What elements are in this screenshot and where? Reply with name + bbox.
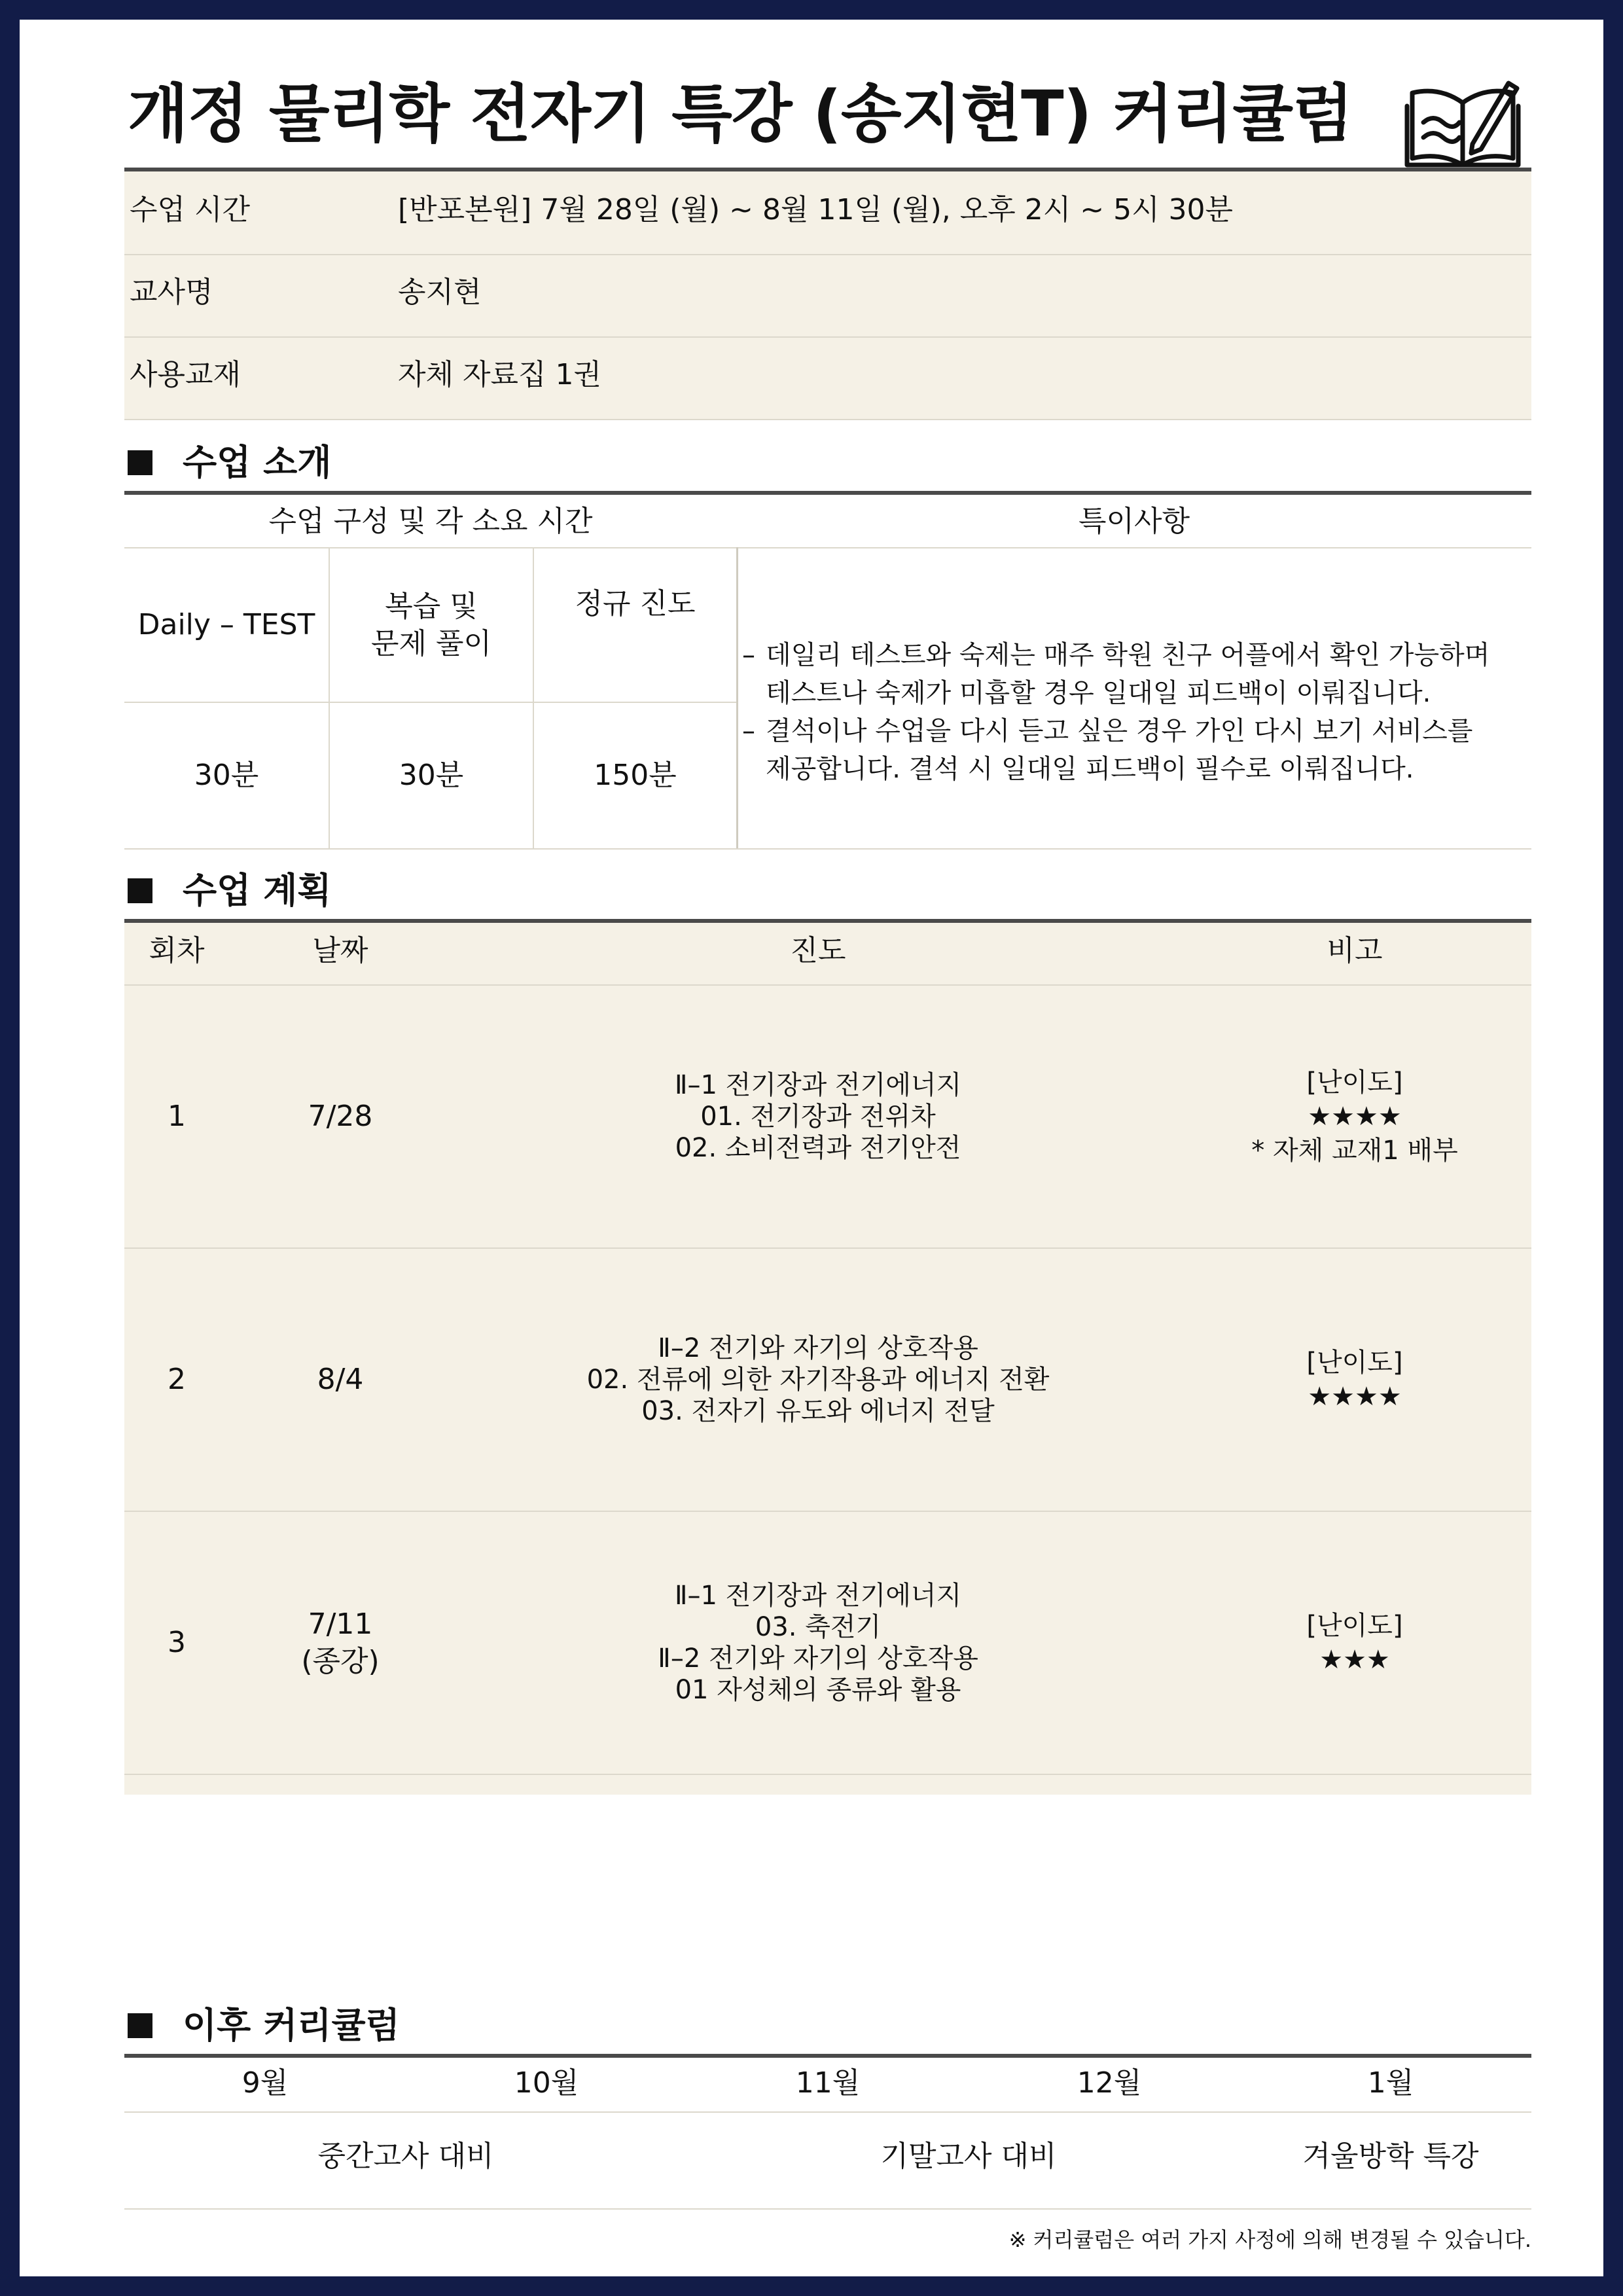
month-label: 1월 (1367, 2066, 1414, 2100)
text-line: 02. 전류에 의한 자기작용과 에너지 전환 (586, 1365, 1050, 1395)
text-line: [난이도] (1306, 1611, 1403, 1641)
dash: – (742, 640, 755, 670)
dash: – (742, 716, 755, 746)
plan-note (1217, 986, 1492, 1247)
info-value: 송지현 (398, 276, 482, 309)
divider (124, 254, 1531, 255)
difficulty-stars: ★★★★ (1308, 1102, 1402, 1132)
month-label: 9월 (241, 2066, 289, 2100)
divider (736, 547, 738, 848)
difficulty-stars: ★★★ (1319, 1645, 1390, 1675)
text-line: 문제 풀이 (370, 627, 491, 660)
intro-column-name (534, 548, 736, 702)
plan-note (1217, 1249, 1492, 1511)
text-line: 03. 축전기 (755, 1612, 882, 1642)
text-line: [난이도] (1306, 1348, 1403, 1378)
text-line: 복습 및 (385, 589, 478, 623)
month-label: 10월 (514, 2066, 579, 2100)
section-heading (128, 870, 332, 911)
intro-column-name (124, 548, 329, 702)
intro-column-time: 150분 (594, 759, 677, 793)
plan-header: 날짜 (312, 934, 368, 967)
text-line: Ⅱ–1 전기장과 전기에너지 (674, 1070, 962, 1100)
divider (124, 2208, 1531, 2210)
note-item (742, 636, 1527, 712)
text-line: [난이도] (1306, 1067, 1403, 1098)
text-line: Daily – TEST (137, 608, 315, 642)
section-heading (128, 2005, 400, 2046)
plan-header: 회차 (149, 934, 205, 967)
text-line: Ⅱ–2 전기와 자기의 상호작용 (658, 1643, 978, 1674)
divider (124, 336, 1531, 338)
text-line: * 자체 교재1 배부 (1251, 1136, 1458, 1166)
plan-header: 진도 (790, 934, 846, 967)
book-pencil-icon (1400, 67, 1525, 178)
plan-note (1217, 1512, 1492, 1774)
section-rule (124, 491, 1531, 495)
plan-no: 1 (168, 1100, 186, 1134)
plan-date (255, 1512, 425, 1774)
plan-header: 비고 (1327, 934, 1383, 967)
info-label: 수업 시간 (130, 193, 251, 226)
plan-no: 3 (168, 1626, 186, 1660)
text-line: 데일리 테스트와 숙제는 매주 학원 친구 어플에서 확인 가능하며 (766, 640, 1490, 670)
section-rule (124, 2054, 1531, 2058)
month-label: 11월 (795, 2066, 861, 2100)
text-line: 제공합니다. 결석 시 일대일 피드백이 필수로 이뤄집니다. (766, 754, 1414, 784)
plan-progress (445, 1512, 1191, 1774)
text-line: 7/28 (308, 1100, 373, 1134)
section-heading (128, 442, 332, 483)
text-line: Ⅱ–2 전기와 자기의 상호작용 (658, 1333, 978, 1363)
square-bullet-icon (128, 878, 152, 903)
text-line: 02. 소비전력과 전기안전 (675, 1133, 961, 1163)
intro-left-header: 수업 구성 및 각 소요 시간 (268, 505, 593, 538)
curriculum-item: 기말고사 대비 (880, 2140, 1057, 2173)
text-line: 테스트나 숙제가 미흡할 경우 일대일 피드백이 이뤄집니다. (766, 678, 1431, 708)
divider (124, 2111, 1531, 2113)
info-value: [반포본원] 7월 28일 (월) ~ 8월 11일 (월), 오후 2시 ~ 5시 30분 (398, 193, 1234, 226)
section-heading-text: 수업 소개 (183, 442, 332, 483)
divider (124, 419, 1531, 420)
section-heading-text: 수업 계획 (183, 870, 332, 911)
text-line: 7/11 (308, 1607, 373, 1641)
plan-progress (445, 1249, 1191, 1511)
info-label: 사용교재 (130, 358, 241, 391)
info-label: 교사명 (130, 276, 213, 309)
page (20, 20, 1603, 2276)
plan-date (255, 1249, 425, 1511)
text-line: 03. 전자기 유도와 에너지 전달 (641, 1396, 995, 1426)
month-label: 12월 (1077, 2066, 1142, 2100)
difficulty-stars: ★★★★ (1308, 1382, 1402, 1412)
text-line: 정규 진도 (575, 587, 696, 620)
curriculum-item: 겨울방학 특강 (1302, 2140, 1479, 2173)
plan-progress (445, 986, 1191, 1247)
intro-column-time: 30분 (399, 759, 464, 793)
text-line: 01 자성체의 종류와 활용 (675, 1675, 961, 1705)
curriculum-item: 중간고사 대비 (317, 2140, 494, 2173)
text-line: 결석이나 수업을 다시 듣고 싶은 경우 가인 다시 보기 서비스를 (766, 716, 1473, 746)
divider (124, 848, 1531, 850)
intro-column-time: 30분 (194, 759, 259, 793)
plan-date (255, 986, 425, 1247)
divider (124, 1774, 1531, 1775)
intro-column-name (330, 548, 533, 702)
text-line: (종강) (301, 1645, 380, 1678)
plan-no: 2 (168, 1363, 186, 1397)
text-line: Ⅱ–1 전기장과 전기에너지 (674, 1581, 962, 1611)
section-heading-text: 이후 커리큘럼 (183, 2005, 400, 2046)
note-item (742, 712, 1527, 788)
text-line: 8/4 (317, 1363, 364, 1397)
square-bullet-icon (128, 2013, 152, 2038)
text-line: 01. 전기장과 전위차 (700, 1102, 936, 1132)
page-title: 개정 물리학 전자기 특강 (송지현T) 커리큘럼 (128, 77, 1353, 151)
square-bullet-icon (128, 450, 152, 475)
intro-right-header: 특이사항 (1078, 505, 1190, 538)
intro-notes (742, 636, 1527, 788)
footnote: ※ 커리큘럼은 여러 가지 사정에 의해 변경될 수 있습니다. (1008, 2227, 1531, 2252)
info-value: 자체 자료집 1권 (398, 358, 601, 391)
